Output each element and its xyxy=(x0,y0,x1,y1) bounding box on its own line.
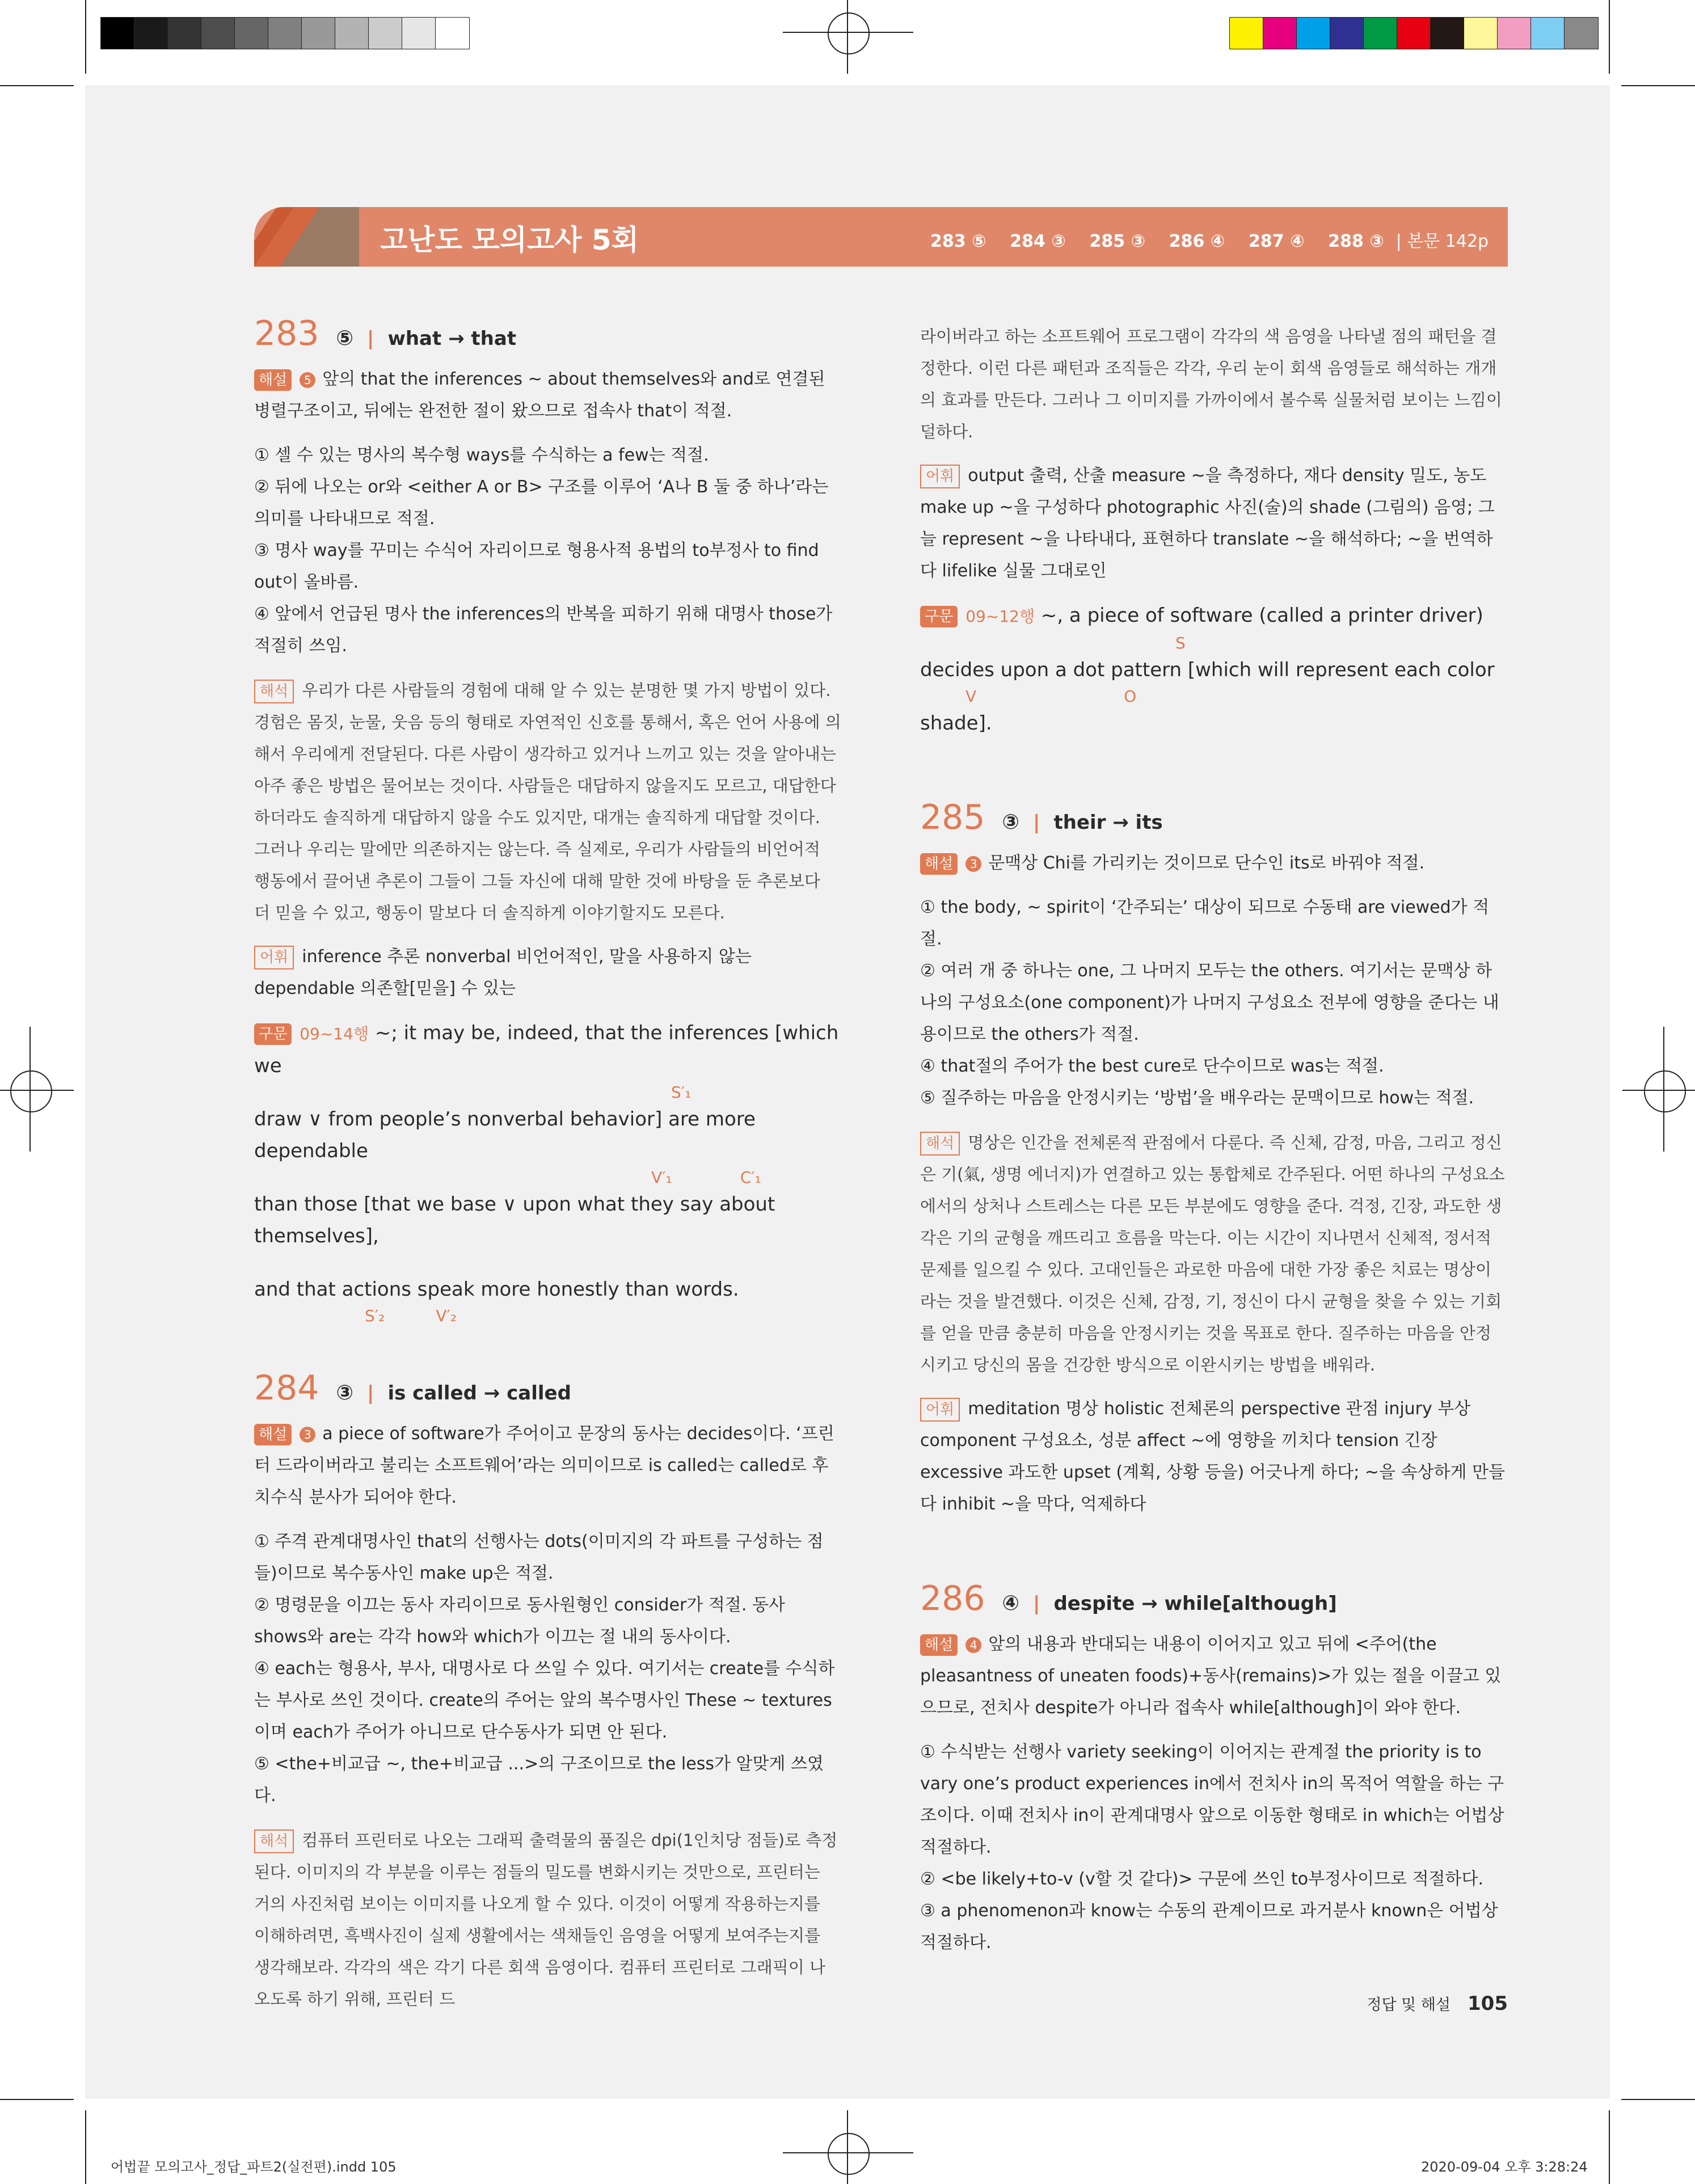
option-note: ① 주격 관계대명사인 that의 선행사는 dots(이미지의 각 파트를 구성하는 점들)이므로 복수동사인 make up은 적절. xyxy=(254,1532,824,1583)
crop-mark xyxy=(1621,85,1695,86)
registration-cross xyxy=(783,2152,913,2153)
answer-item: 286 ④ xyxy=(1169,231,1225,251)
question-number: 283 xyxy=(254,314,319,353)
divider: | xyxy=(1033,1592,1040,1615)
registration-cross xyxy=(783,32,913,33)
option-note: ① the body, ~ spirit이 ‘간주되는’ 대상이 되므로 수동태 are viewed가 적절. xyxy=(920,897,1490,949)
vocab-paragraph xyxy=(920,1393,1507,1520)
color-swatch xyxy=(335,17,369,49)
registration-cross xyxy=(1663,1027,1664,1152)
answer-circle-icon: 3 xyxy=(965,856,981,872)
banner-stripe-icon xyxy=(254,207,359,267)
explanation-paragraph xyxy=(920,848,1507,879)
syntax-tag: 구문 xyxy=(254,1023,292,1045)
translation-paragraph xyxy=(920,1127,1507,1381)
color-swatch xyxy=(234,17,269,49)
syntax-line: decides upon a dot pattern [which will represent each color xyxy=(920,659,1495,681)
registration-cross xyxy=(1622,1090,1695,1091)
syntax-tag: 구문 xyxy=(920,606,958,627)
color-swatch xyxy=(368,17,403,49)
explain-tag: 해설 xyxy=(254,1424,292,1445)
translation-text: 우리가 다른 사람들의 경험에 대해 알 수 있는 분명한 몇 가지 방법이 있다. 경험은 몸짓, 눈물, 웃음 등의 형태로 자연적인 신호를 통해서, 혹은 언어 사용에 의해서 우리에게 전달된다. 다른 사람이 생각하고 있거나 느끼고 있는 것을 알아내는 아주 좋은 방법은 물어보는 것이다. 사람들은 대답하지 않을지도 모르고, 대답한다 하더라도 솔직하게 대답하지 않을 수도 있지만, 대개는 솔직하게 대답할 것이다. 그러나 우리는 말에만 의존하지는 않는다. 즉 실제로, 우리가 사람들의 비언어적 행동에서 끌어낸 추론이 그들이 그들 자신에 대해 말한 것에 바탕을 둔 추론보다 더 믿을 수 있고, 행동이 말보다 더 솔직하게 이야기할지도 모른다. xyxy=(254,681,841,922)
syntax-label: V′₁ xyxy=(651,1168,672,1187)
divider: | xyxy=(1033,811,1040,834)
explain-tag: 해설 xyxy=(254,369,292,391)
syntax-range: 09~12행 xyxy=(965,607,1035,626)
crop-mark xyxy=(1621,2099,1695,2100)
answer-item: 287 ④ xyxy=(1249,231,1305,251)
color-swatch xyxy=(1564,17,1599,49)
registration-mark-bottom xyxy=(828,2133,870,2175)
registration-cross xyxy=(847,2110,848,2184)
page-footer xyxy=(1367,1992,1508,2015)
divider: | xyxy=(367,327,374,350)
color-swatch xyxy=(1430,17,1465,49)
syntax-range: 09~14행 xyxy=(300,1024,369,1043)
color-swatch xyxy=(1229,17,1264,49)
crop-mark xyxy=(85,0,86,74)
color-swatch xyxy=(1530,17,1565,49)
option-notes xyxy=(920,1736,1507,1959)
explanation-text: 앞의 내용과 반대되는 내용이 이어지고 있고 뒤에 <주어(the pleasantness of uneaten foods)+동사(remains)>가 있는 절을 이끌고 있으므로, 전치사 despite가 아니라 접속사 while[although]이 와야 한다. xyxy=(920,1634,1502,1718)
registration-cross xyxy=(847,0,848,74)
slug-timestamp: 2020-09-04 오후 3:28:24 xyxy=(1421,2159,1588,2175)
answer-key xyxy=(930,227,1695,252)
syntax-line: ~, a piece of software (called a printer driver) xyxy=(1040,604,1483,627)
option-note: ② 뒤에 나오는 or와 <either A or B> 구조를 이루어 ‘A나 B 둘 중 하나’라는 의미를 나타내므로 적절. xyxy=(254,477,829,529)
answer-symbol: ④ xyxy=(1002,1592,1020,1615)
vocab-tag: 어휘 xyxy=(254,946,294,969)
answer-circle-icon: 5 xyxy=(300,372,315,388)
divider: | xyxy=(367,1382,374,1405)
answer-item: 288 ③ xyxy=(1328,231,1384,251)
left-column xyxy=(254,314,841,2027)
translation-text: 컴퓨터 프린터로 나오는 그래픽 출력물의 품질은 dpi(1인치당 점들)로 측정된다. 이미지의 각 부분을 이루는 점들의 밀도를 변화시키는 것만으로, 프린터는 거의 사진처럼 보이는 이미지를 나오게 할 수 있다. 이것이 어떻게 작용하는지를 이해하려면, 흑백사진이 실제 생활에서는 색채들인 음영을 어떻게 보여주는지를 생각해보라. 각각의 색은 각기 다른 회색 음영이다. 컴퓨터 프린터로 그래픽이 나오도록 하기 위해, 프린터 드 xyxy=(254,1831,838,2009)
syntax-block xyxy=(920,600,1507,739)
color-swatch xyxy=(1497,17,1532,49)
registration-mark-top xyxy=(828,12,870,54)
answer-symbol: ⑤ xyxy=(336,327,354,350)
option-note: ③ a phenomenon과 know는 수동의 관계이므로 과거분사 known은 어법상 적절하다. xyxy=(920,1901,1498,1953)
vocab-paragraph xyxy=(920,460,1507,587)
question-number: 286 xyxy=(920,1579,985,1618)
crop-mark xyxy=(0,2099,74,2100)
option-notes xyxy=(254,1526,841,1812)
explain-tag: 해설 xyxy=(920,853,958,875)
color-swatch xyxy=(1330,17,1364,49)
syntax-label: S′₂ xyxy=(365,1306,385,1325)
answer-item: 283 ⑤ xyxy=(930,231,986,251)
translation-text: 명상은 인간을 전체론적 관점에서 다룬다. 즉 신체, 감정, 마음, 그리고 정신은 기(氣, 생명 에너지)가 연결하고 있는 통합체로 간주된다. 어떤 하나의 구성요소에서의 상처나 스트레스는 다른 모든 부분에도 영향을 준다. 걱정, 긴장, 과도한 생각은 기의 균형을 깨뜨리고 흐름을 막는다. 이는 시간이 지나면서 신체적, 정서적 문제를 일으킬 수 있다. 고대인들은 과로한 마음에 대한 가장 좋은 치료는 명상이라는 것을 발견했다. 이것은 신체, 감정, 기, 정신이 다시 균형을 찾을 수 있는 기회를 얻을 만큼 충분히 마음을 안정시키는 것을 목표로 한다. 질주하는 마음을 안정시키고 당신의 몸을 건강한 방식으로 이완시키는 방법을 배워라. xyxy=(920,1133,1505,1375)
color-swatch xyxy=(435,17,470,49)
color-swatch xyxy=(134,17,168,49)
explanation-paragraph xyxy=(254,1418,841,1513)
translation-paragraph xyxy=(254,674,841,929)
correction-topic: is called → called xyxy=(387,1382,571,1405)
option-note: ⑤ 질주하는 마음을 안정시키는 ‘방법’을 배우라는 문맥이므로 how는 적절. xyxy=(920,1088,1474,1108)
syntax-line: shade]. xyxy=(920,712,992,735)
answer-circle-icon: 4 xyxy=(965,1637,981,1653)
syntax-label: C′₁ xyxy=(740,1168,761,1187)
syntax-line: ~; it may be, indeed, that the inferences [which we xyxy=(254,1022,839,1077)
registration-cross xyxy=(0,1090,74,1091)
vocab-paragraph xyxy=(254,941,841,1005)
color-swatch xyxy=(201,17,235,49)
option-note: ② <be likely+to-v (v할 것 같다)> 구문에 쓰인 to부정사이므로 적절하다. xyxy=(920,1869,1484,1889)
explain-tag: 해설 xyxy=(920,1634,958,1656)
translation-tag: 해석 xyxy=(920,1132,960,1156)
syntax-label: S′₁ xyxy=(671,1083,692,1102)
explanation-paragraph xyxy=(254,364,841,427)
vocab-text: output 출력, 산출 measure ~을 측정하다, 재다 density 밀도, 농도 make up ~을 구성하다 photographic 사진(술)의 shade (그림의) 음영; 그늘 represent ~을 나타내다, 표현하다 translate ~을 해석하다; ~을 번역하다 lifelike 실물 그대로인 xyxy=(920,466,1495,581)
option-notes xyxy=(254,440,841,662)
explanation-text: 문맥상 Chi를 가리키는 것이므로 단수인 its로 바꿔야 적절. xyxy=(988,853,1425,873)
explanation-text: 앞의 that the inferences ~ about themselves와 and로 연결된 병렬구조이고, 뒤에는 완전한 절이 왔으므로 접속사 that이 적절. xyxy=(254,369,825,421)
correction-topic: their → its xyxy=(1053,811,1163,834)
option-note: ④ 앞에서 언급된 명사 the inferences의 반복을 피하기 위해 대명사 those가 적절히 쓰임. xyxy=(254,604,833,656)
right-column xyxy=(920,321,1507,1971)
correction-topic: what → that xyxy=(387,327,517,350)
vocab-tag: 어휘 xyxy=(920,1398,960,1422)
explanation-paragraph xyxy=(920,1629,1507,1724)
color-swatch xyxy=(167,17,202,49)
crop-mark xyxy=(1609,2110,1610,2184)
slug-filename: 어법끝 모의고사_정답_파트2(실전편).indd 105 xyxy=(111,2159,397,2175)
color-swatch xyxy=(268,17,302,49)
option-note: ③ 명사 way를 꾸미는 수식어 자리이므로 형용사적 용법의 to부정사 to find out이 올바름. xyxy=(254,541,819,592)
color-swatch xyxy=(1296,17,1331,49)
correction-topic: despite → while[although] xyxy=(1053,1592,1337,1615)
option-note: ② 명령문을 이끄는 동사 자리이므로 동사원형인 consider가 적절. 동사 shows와 are는 각각 how와 which가 이끄는 절 내의 동사이다. xyxy=(254,1595,785,1647)
syntax-label: O xyxy=(1124,687,1137,706)
translation-continued: 라이버라고 하는 소프트웨어 프로그램이 각각의 색 음영을 나타낼 점의 패턴을 결정한다. 이런 다른 패턴과 조직들은 각각, 우리 눈이 회색 음영들로 해석하는 개개의 효과를 만든다. 그러나 그 이미지를 가까이에서 볼수록 실물처럼 보이는 느낌이 덜하다. xyxy=(920,327,1502,441)
color-swatch xyxy=(1263,17,1297,49)
explanation-text: a piece of software가 주어이고 문장의 동사는 decides이다. ‘프린터 드라이버라고 불리는 소프트웨어’라는 의미이므로 is called는 called로 후치수식 분사가 되어야 한다. xyxy=(254,1424,834,1507)
syntax-label: S xyxy=(1175,634,1186,652)
vocab-tag: 어휘 xyxy=(920,465,960,488)
footer-section: 정답 및 해설 xyxy=(1367,1996,1451,2014)
syntax-label: V xyxy=(965,687,977,706)
syntax-line: than those [that we base ∨ upon what they say about themselves], xyxy=(254,1193,775,1247)
question-header-286 xyxy=(920,1579,1507,1620)
answer-circle-icon: 3 xyxy=(300,1427,315,1443)
question-header-283 xyxy=(254,314,841,355)
translation-paragraph xyxy=(254,1824,841,2015)
option-notes xyxy=(920,892,1507,1114)
crop-mark xyxy=(0,85,74,86)
syntax-line: draw ∨ from people’s nonverbal behavior] are more dependable xyxy=(254,1108,756,1162)
option-note: ⑤ <the+비교급 ~, the+비교급 ...>의 구조이므로 the less가 알맞게 쓰였다. xyxy=(254,1754,824,1806)
syntax-block xyxy=(254,1017,841,1327)
color-swatch xyxy=(1464,17,1498,49)
crop-mark xyxy=(85,2110,86,2184)
color-swatch xyxy=(1363,17,1398,49)
syntax-label: V′₂ xyxy=(436,1306,457,1325)
question-header-285 xyxy=(920,798,1507,838)
translation-tag: 해석 xyxy=(254,680,294,703)
textbook-reference: | 본문 142p xyxy=(1395,231,1489,251)
option-note: ④ each는 형용사, 부사, 대명사로 다 쓰일 수 있다. 여기서는 create를 수식하는 부사로 쓰인 것이다. create의 주어는 앞의 복수명사인 These ~ textures이며 each가 주어가 아니므로 단수동사가 되면 안 된다. xyxy=(254,1659,835,1742)
option-note: ① 셀 수 있는 명사의 복수형 ways를 수식하는 a few는 적절. xyxy=(254,445,709,465)
vocab-text: inference 추론 nonverbal 비언어적인, 말을 사용하지 않는 dependable 의존할[믿을] 수 있는 xyxy=(254,947,752,998)
answer-item: 285 ③ xyxy=(1089,231,1145,251)
question-number: 284 xyxy=(254,1368,319,1408)
option-note: ① 수식받는 선행사 variety seeking이 이어지는 관계절 the priority is to vary one’s product experiences in에서 전치사 in의 목적어 역할을 하는 구조이다. 이때 전치사 in이 관계대명사 앞으로 이동한 형태로 in which는 어법상 적절하다. xyxy=(920,1742,1504,1857)
color-swatch xyxy=(301,17,336,49)
color-swatch xyxy=(100,17,135,49)
question-header-284 xyxy=(254,1368,841,1409)
translation-tag: 해석 xyxy=(254,1829,294,1853)
registration-mark-right xyxy=(1644,1070,1686,1112)
registration-mark-left xyxy=(10,1070,52,1112)
color-swatch xyxy=(402,17,436,49)
option-note: ② 여러 개 중 하나는 one, 그 나머지 모두는 the others. 여기서는 문맥상 하나의 구성요소(one component)가 나머지 구성요소 전부에 영향을 준다는 내용이므로 the others가 적절. xyxy=(920,961,1499,1044)
page-number: 105 xyxy=(1468,1992,1508,2015)
vocab-text: meditation 명상 holistic 전체론의 perspective 관점 injury 부상 component 구성요소, 성분 affect ~에 영향을 끼치다 tension 긴장 excessive 과도한 upset (계획, 상황 등을) 어긋나게 하다; ~을 속상하게 만들다 inhibit ~을 막다, 억제하다 xyxy=(920,1399,1505,1514)
answer-item: 284 ③ xyxy=(1010,231,1066,251)
page-title: 고난도 모의고사 5회 xyxy=(380,224,639,256)
registration-cross xyxy=(29,1027,31,1152)
color-swatch xyxy=(1397,17,1431,49)
answer-symbol: ③ xyxy=(1002,811,1020,834)
option-note: ④ that절의 주어가 the best cure로 단수이므로 was는 적절. xyxy=(920,1056,1384,1076)
crop-mark xyxy=(1609,0,1610,74)
question-number: 285 xyxy=(920,798,985,837)
syntax-line: and that actions speak more honestly than words. xyxy=(254,1278,739,1301)
answer-symbol: ③ xyxy=(336,1381,354,1405)
